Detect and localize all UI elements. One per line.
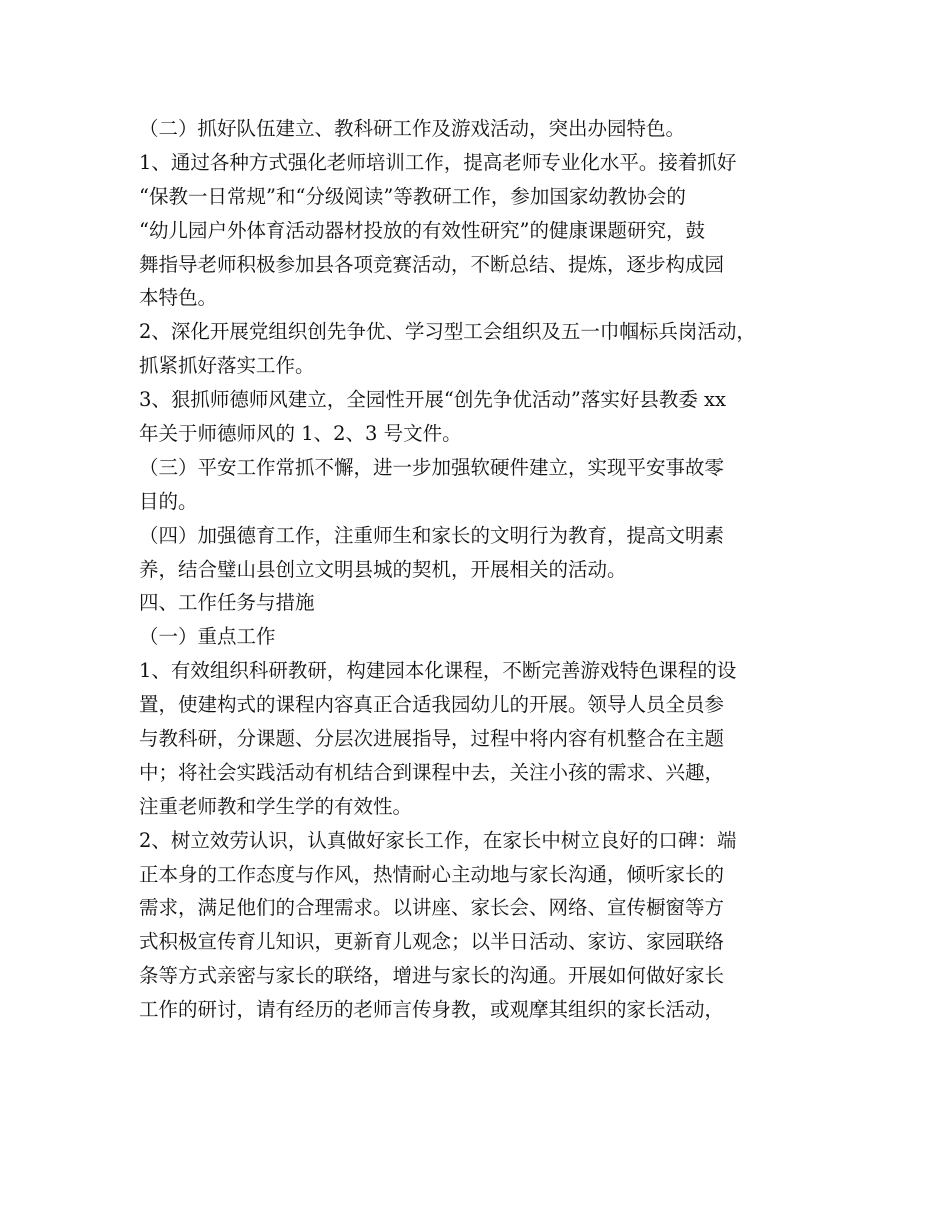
paragraph-line: “幼儿园户外体育活动器材投放的有效性研究”的健康课题研究，鼓 [139,218,705,242]
section-heading-3: （三）平安工作常抓不懈，进一步加强软硬件建立，实现平安事故零 [139,455,725,479]
paragraph-line: 养，结合璧山县创立文明县城的契机，开展相关的活动。 [139,557,627,581]
document-body [139,112,819,1027]
section-heading-4: （四）加强德育工作，注重师生和家长的文明行为教育，提高文明素 [139,523,725,547]
paragraph-line: 正本身的工作态度与作风，热情耐心主动地与家长沟通，倾听家长的 [139,862,725,886]
paragraph-line: 3、狠抓师德师风建立，全园性开展“创先争优活动”落实好县教委 xx [139,388,727,412]
paragraph-line: 抓紧抓好落实工作。 [139,354,315,378]
paragraph-line: 条等方式亲密与家长的联络，增进与家长的沟通。开展如何做好家长 [139,964,725,988]
paragraph-line: 需求，满足他们的合理需求。以讲座、家长会、网络、宣传橱窗等方 [139,896,725,920]
paragraph-line: 注重老师教和学生学的有效性。 [139,794,413,818]
paragraph-line: 舞指导老师积极参加县各项竞赛活动，不断总结、提炼，逐步构成园 [139,252,725,276]
paragraph-line: 与教科研，分课题、分层次进展指导，过程中将内容有机整合在主题 [139,727,725,751]
paragraph-line: 中；将社会实践活动有机结合到课程中去，关注小孩的需求、兴趣， [139,760,725,784]
paragraph-line: 2、树立效劳认识，认真做好家长工作，在家长中树立良好的口碑：端 [139,828,737,852]
paragraph-line: 目的。 [139,489,198,513]
section-heading-2: （二）抓好队伍建立、教科研工作及游戏活动，突出办园特色。 [139,117,686,140]
paragraph-line: “保教一日常规”和“分级阅读”等教研工作，参加国家幼教协会的 [139,184,686,208]
paragraph-line: 1、通过各种方式强化老师培训工作，提高老师专业化水平。接着抓好 [139,150,737,174]
paragraph-line: 工作的研讨，请有经历的老师言传身教，或观摩其组织的家长活动， [139,998,725,1022]
paragraph-line: 式积极宣传育儿知识，更新育儿观念；以半日活动、家访、家园联络 [139,930,725,954]
paragraph-line: 年关于师德师风的 1、2、3 号文件。 [139,422,462,446]
chapter-heading-4: 四、工作任务与措施 [139,591,315,615]
paragraph-line: 1、有效组织科研教研，构建园本化课程，不断完善游戏特色课程的设 [139,659,737,683]
subsection-heading-1: （一）重点工作 [139,625,276,649]
paragraph-line: 置，使建构式的课程内容真正合适我园幼儿的开展。领导人员全员参 [139,693,725,717]
paragraph-line: 本特色。 [139,286,218,310]
paragraph-line: 2、深化开展党组织创先争优、学习型工会组织及五一巾帼标兵岗活动， [139,320,756,344]
